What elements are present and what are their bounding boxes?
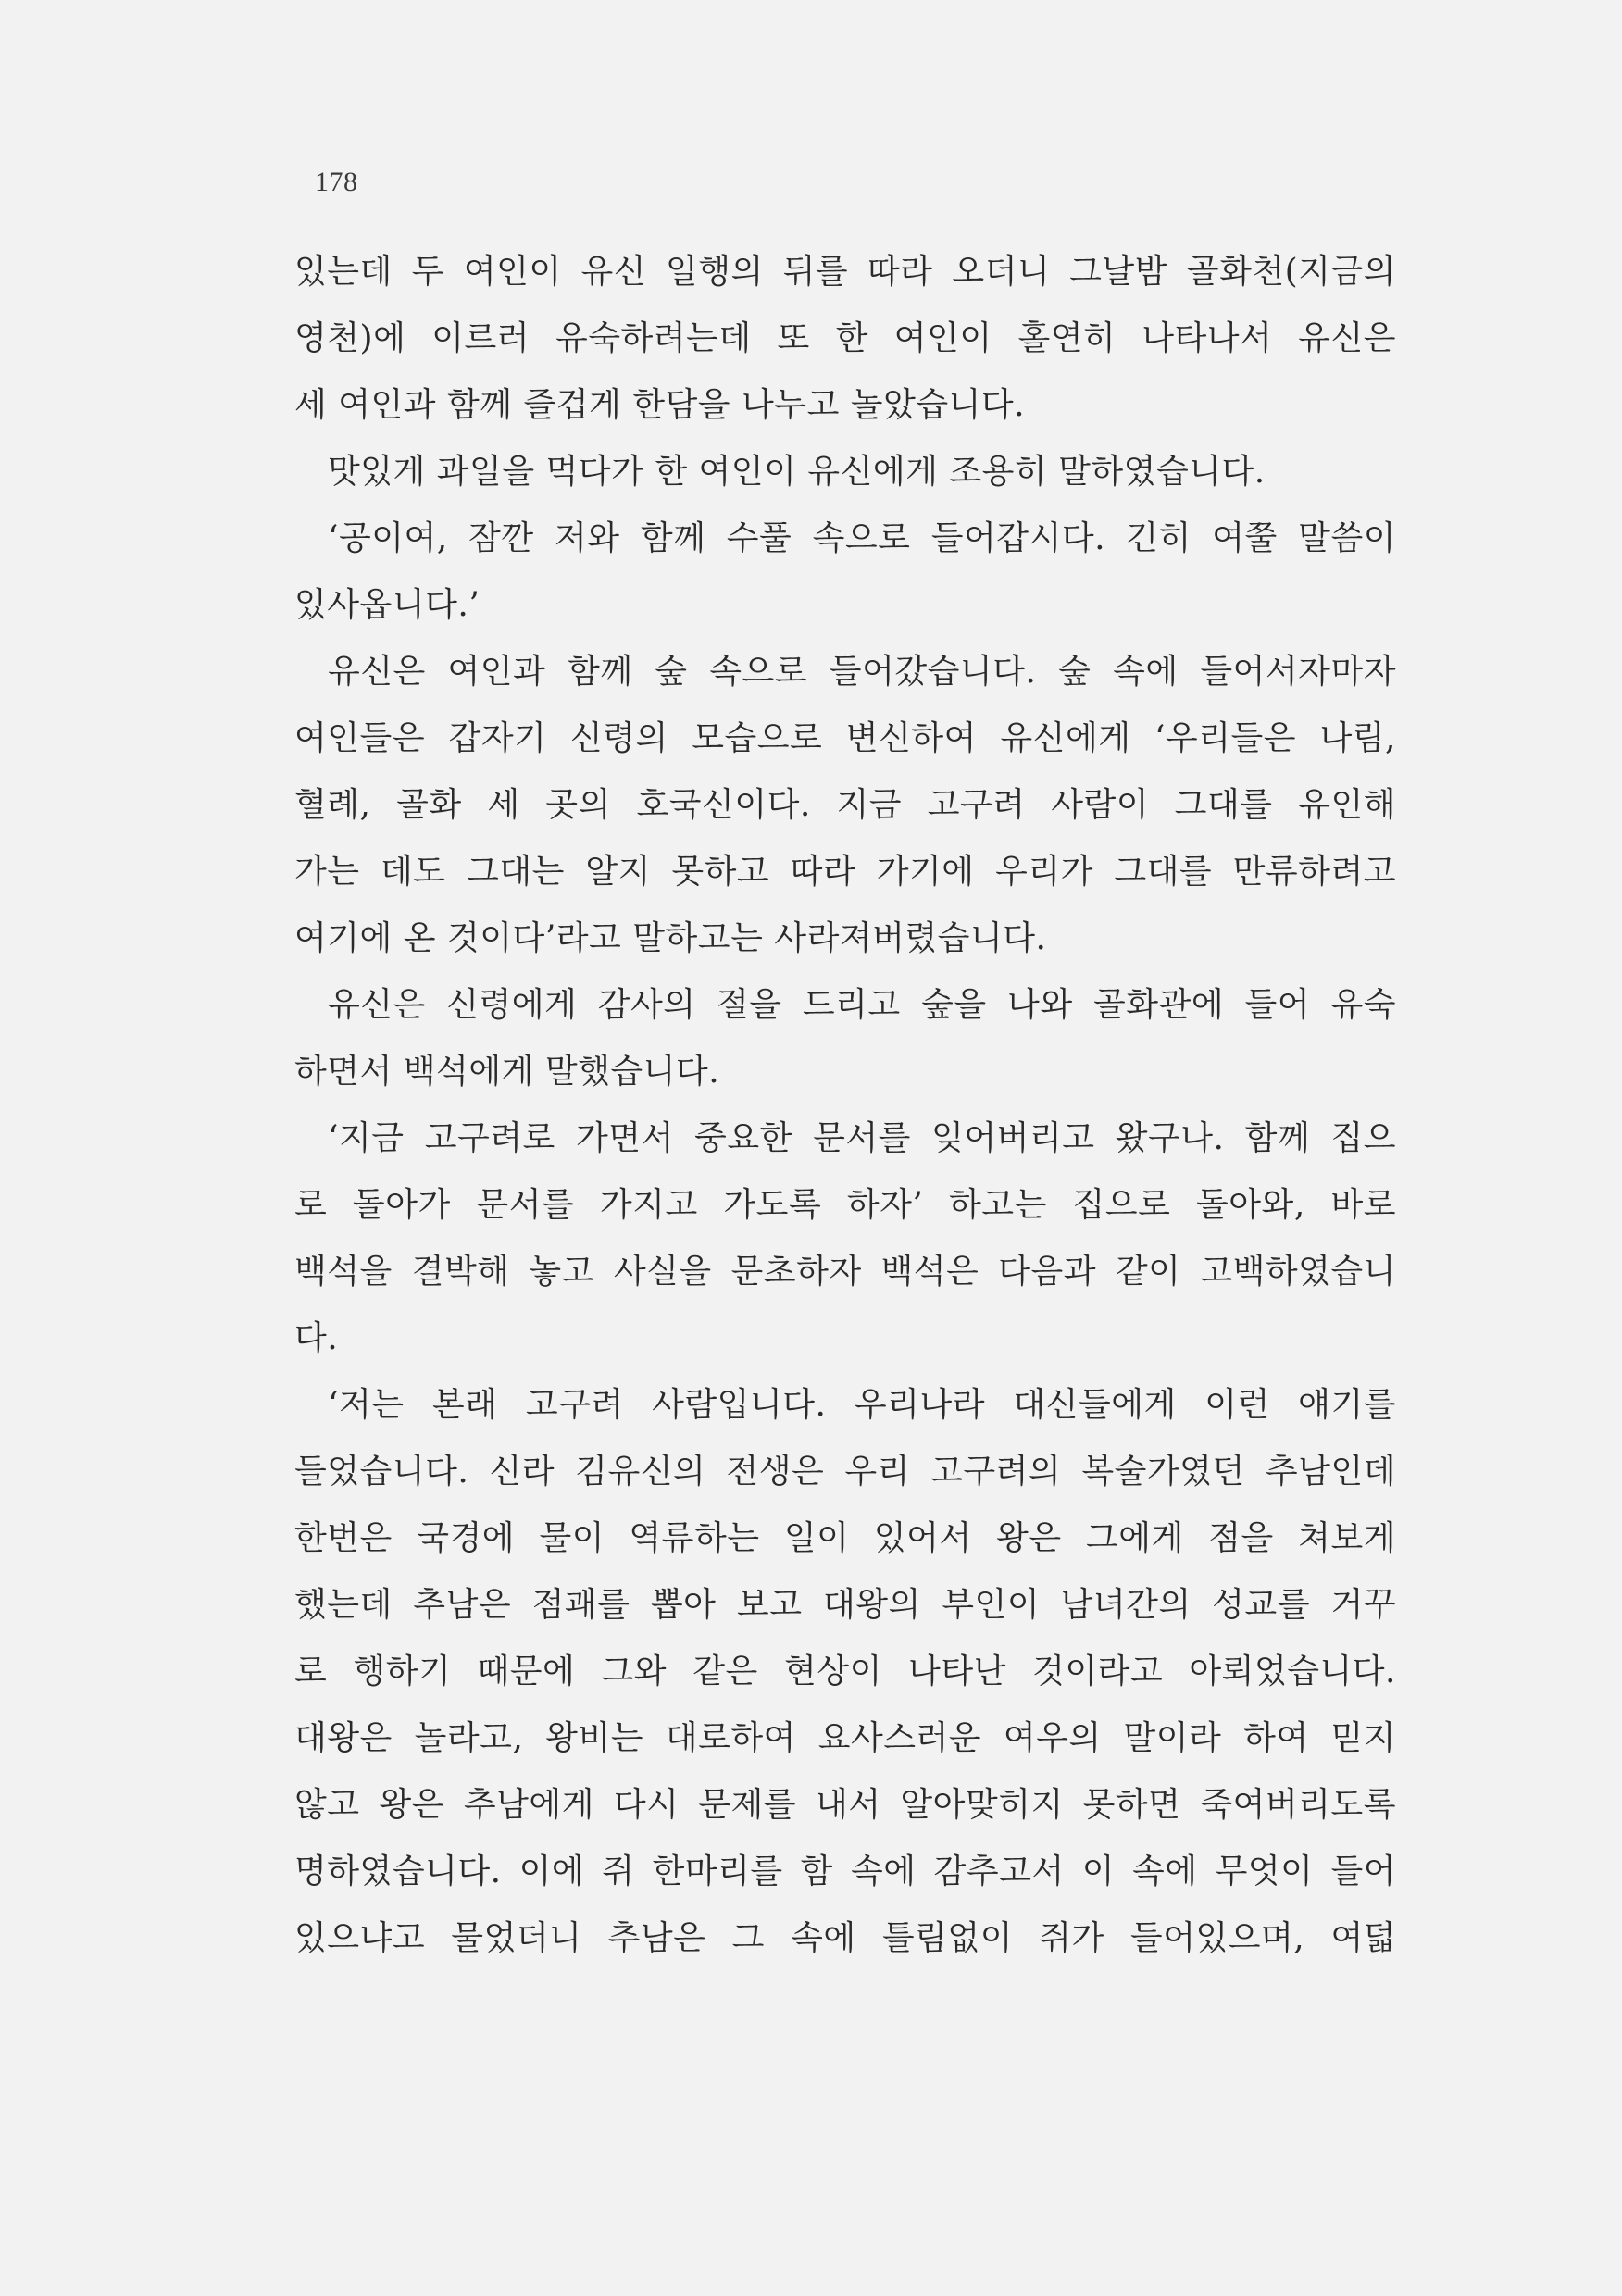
text-line: 맛있게 과일을 먹다가 한 여인이 유신에게 조용히 말하였습니다. bbox=[328, 453, 1266, 491]
text-line: 다. bbox=[294, 1319, 339, 1357]
text-line: 유신은 신령에게 감사의 절을 드리고 숲을 나와 골화관에 들어 유숙 bbox=[328, 986, 1396, 1024]
text-line: 로 행하기 때문에 그와 같은 현상이 나타난 것이라고 아뢰었습니다. bbox=[294, 1653, 1396, 1691]
text-line: ‘지금 고구려로 가면서 중요한 문서를 잊어버리고 왔구나. 함께 집으 bbox=[328, 1119, 1396, 1157]
text-line: 유신은 여인과 함께 숲 속으로 들어갔습니다. 숲 속에 들어서자마자 bbox=[328, 653, 1396, 691]
text-line: 않고 왕은 추남에게 다시 문제를 내서 알아맞히지 못하면 죽여버리도록 bbox=[294, 1786, 1396, 1824]
text-line: 했는데 추남은 점괘를 뽑아 보고 대왕의 부인이 남녀간의 성교를 거꾸 bbox=[294, 1586, 1396, 1624]
text-line: 대왕은 놀라고, 왕비는 대로하여 요사스러운 여우의 말이라 하여 믿지 bbox=[294, 1719, 1396, 1757]
text-line: 여인들은 갑자기 신령의 모습으로 변신하여 유신에게 ‘우리들은 나림, bbox=[294, 719, 1396, 757]
page-number: 178 bbox=[315, 167, 358, 197]
text-line: 여기에 온 것이다’라고 말하고는 사라져버렸습니다. bbox=[294, 919, 1047, 957]
text-line: 로 돌아가 문서를 가지고 가도록 하자’ 하고는 집으로 돌아와, 바로 bbox=[294, 1186, 1396, 1224]
text-line: 혈례, 골화 세 곳의 호국신이다. 지금 고구려 사람이 그대를 유인해 bbox=[294, 786, 1396, 824]
text-line: 한번은 국경에 물이 역류하는 일이 있어서 왕은 그에게 점을 쳐보게 bbox=[294, 1519, 1396, 1557]
text-line: 있으냐고 물었더니 추남은 그 속에 틀림없이 쥐가 들어있으며, 여덟 bbox=[294, 1919, 1396, 1957]
text-line: 백석을 결박해 놓고 사실을 문초하자 백석은 다음과 같이 고백하였습니 bbox=[294, 1253, 1396, 1291]
text-line: 하면서 백석에게 말했습니다. bbox=[294, 1053, 720, 1091]
text-line: 있사옵니다.’ bbox=[294, 586, 480, 624]
text-line: 들었습니다. 신라 김유신의 전생은 우리 고구려의 복술가였던 추남인데 bbox=[294, 1453, 1396, 1491]
text-line: ‘저는 본래 고구려 사람입니다. 우리나라 대신들에게 이런 얘기를 bbox=[328, 1386, 1396, 1424]
text-line: 가는 데도 그대는 알지 못하고 따라 가기에 우리가 그대를 만류하려고 bbox=[294, 853, 1396, 891]
text-line: 영천)에 이르러 유숙하려는데 또 한 여인이 홀연히 나타나서 유신은 bbox=[294, 319, 1396, 357]
body-text bbox=[294, 239, 1396, 1972]
text-line: 세 여인과 함께 즐겁게 한담을 나누고 놀았습니다. bbox=[294, 386, 1026, 424]
text-line: ‘공이여, 잠깐 저와 함께 수풀 속으로 들어갑시다. 긴히 여쭐 말씀이 bbox=[328, 519, 1396, 557]
text-line: 있는데 두 여인이 유신 일행의 뒤를 따라 오더니 그날밤 골화천(지금의 bbox=[294, 253, 1396, 291]
text-line: 명하였습니다. 이에 쥐 한마리를 함 속에 감추고서 이 속에 무엇이 들어 bbox=[294, 1853, 1396, 1890]
